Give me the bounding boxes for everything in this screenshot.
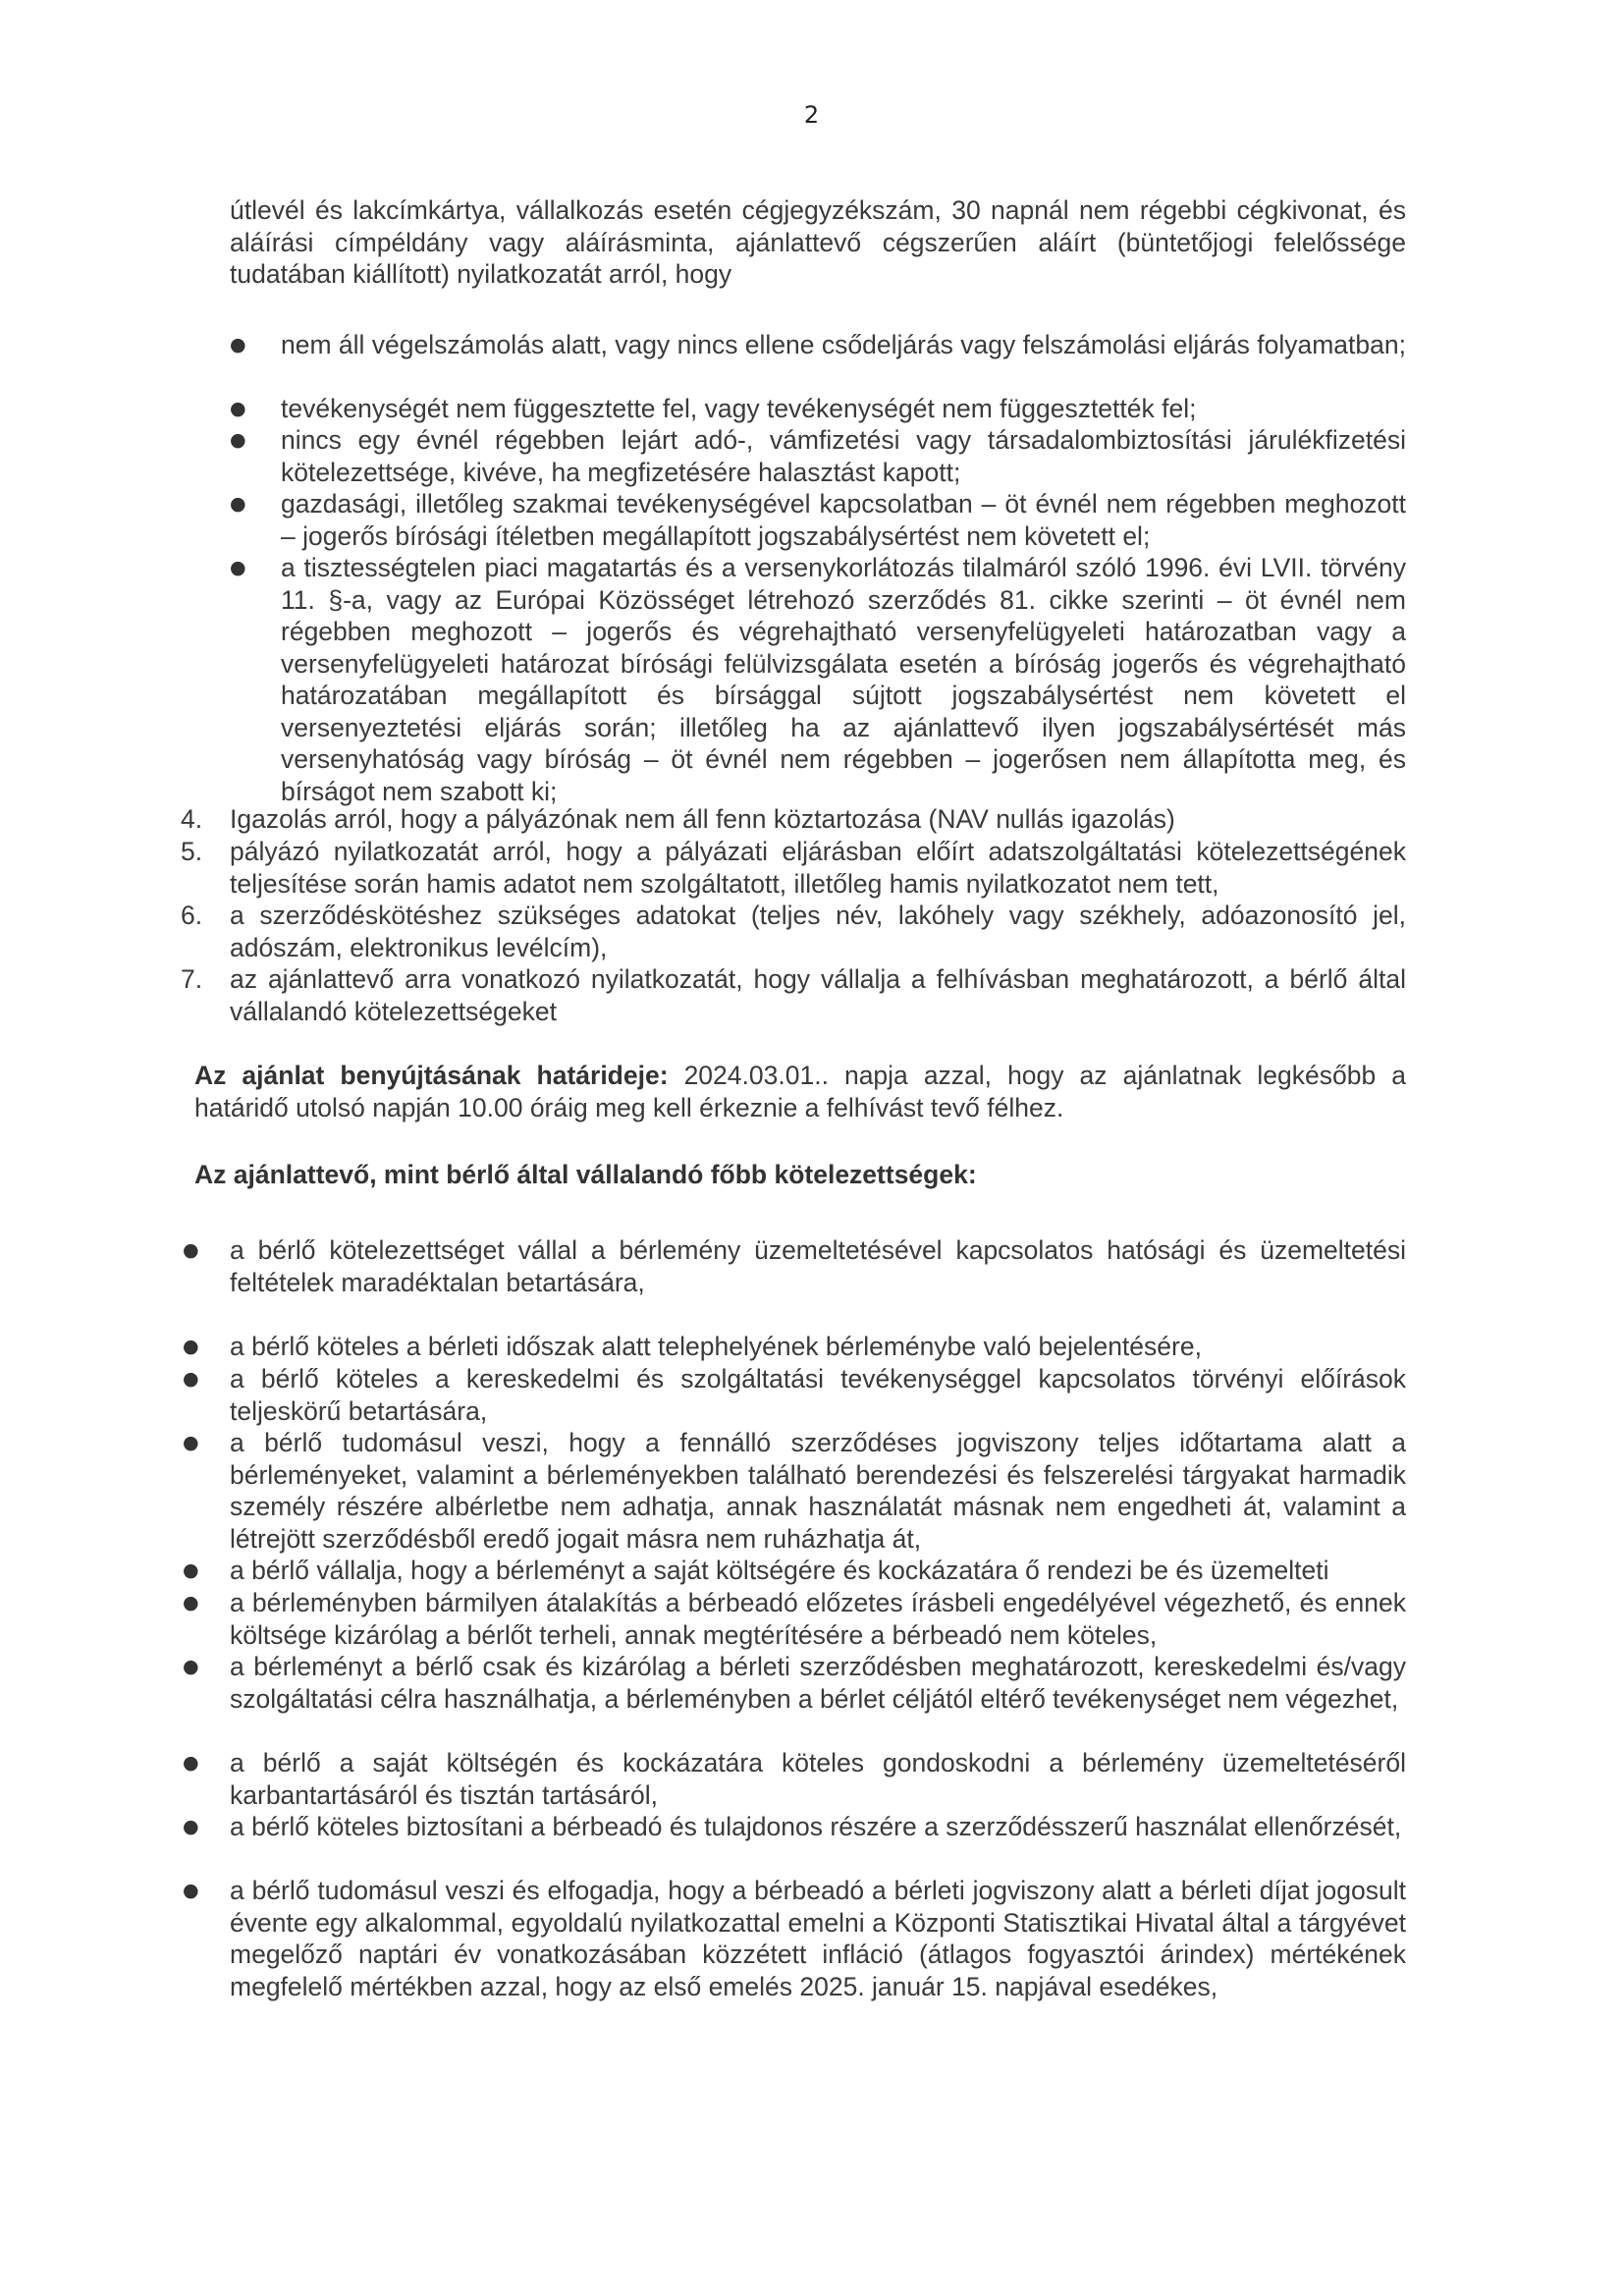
list-item: ● a bérlő köteles a kereskedelmi és szolgáltatási tevékenységgel kapcsolatos törvényi előírások teljeskörű betartására, — [230, 1363, 1406, 1427]
numbered-item-4 — [181, 803, 1406, 836]
item-text: a szerződéskötéshez szükséges adatokat (teljes név, lakóhely vagy székhely, adóazonosító jel, adószám, elektronikus levélcím), — [230, 901, 1406, 962]
page-number: 2 — [803, 101, 820, 129]
list-item: ● a bérlő vállalja, hogy a bérleményt a saját költségére és kockázatára ő rendezi be és üzemelteti — [230, 1555, 1406, 1587]
obligations-heading-text: Az ajánlattevő, mint bérlő által vállalandó főbb kötelezettségek: — [194, 1160, 977, 1189]
list-item: ● a bérleményt a bérlő csak és kizárólag a bérleti szerződésben meghatározott, kereskedelmi és/vagy szolgáltatási célra használhatja, a bérleményben a bérlet céljától eltérő tevékenységet nem végezhet, — [230, 1651, 1406, 1715]
list-item: ● gazdasági, illetőleg szakmai tevékenységével kapcsolatban – öt évnél nem régebben meghozott – jogerős bírósági ítéletben megállapított jogszabálysértést nem követett el; — [281, 488, 1406, 552]
list-item: ● a bérlő köteles a bérleti időszak alatt telephelyének bérleménybe való bejelentésére, — [230, 1331, 1406, 1363]
obligations-heading — [194, 1159, 1406, 1191]
list-item: ● a bérlő a saját költségén és kockázatára köteles gondoskodni a bérlemény üzemeltetéséről karbantartásáról és tisztán tartásáról, — [230, 1747, 1406, 1811]
item-text: Igazolás arról, hogy a pályázónak nem áll fenn köztartozása (NAV nullás igazolás) — [230, 804, 1175, 834]
numbered-item-6 — [181, 900, 1406, 963]
list-item: ● nincs egy évnél régebben lejárt adó-, vámfizetési vagy társadalombiztosítási járulékfizetési kötelezettsége, kivéve, ha megfizetésére halasztást kapott; — [281, 424, 1406, 488]
list-item: ● a bérleményben bármilyen átalakítás a bérbeadó előzetes írásbeli engedélyével végezhető, és ennek költsége kizárólag a bérlőt terheli, annak megtérítésére a bérbeadó nem köteles, — [230, 1587, 1406, 1651]
item-text: pályázó nyilatkozatát arról, hogy a pályázati eljárásban előírt adatszolgáltatási kötelezettségének teljesítése során hamis adatot nem szolgáltatott, illetőleg hamis nyilatkozatot nem tett, — [230, 837, 1406, 899]
deadline-text: 2024.03.01.. napja azzal, hogy az ajánlatnak legkésőbb a határidő utolsó napján 10.00 óráig meg kell érkeznie a felhívást tevő félhez. — [194, 1061, 1406, 1122]
deadline-label: Az ajánlat benyújtásának határideje: — [194, 1061, 669, 1090]
deadline-paragraph — [194, 1060, 1406, 1123]
numbered-item-7 — [181, 963, 1406, 1027]
numbered-item-5 — [181, 836, 1406, 900]
list-item: ● a bérlő tudomásul veszi és elfogadja, hogy a bérbeadó a bérleti jogviszony alatt a bérleti díjat jogosult évente egy alkalommal, egyoldalú nyilatkozattal emelni a Központi Statisztikai Hivatal által a tárgyévet megelőző naptári év vonatkozásában közzétett infláció (átlagos fogyasztói árindex) mértékének megfelelő mértékben azzal, hogy az első emelés 2025. január 15. napjával esedékes, — [230, 1875, 1406, 2002]
item-number: 6. — [181, 901, 203, 930]
list-item: ● a tisztességtelen piaci magatartás és a versenykorlátozás tilalmáról szóló 1996. évi LVII. törvény 11. §-a, vagy az Európai Közösséget létrehozó szerződés 81. cikke szerinti – öt évnél nem régebben meghozott – jogerős és végrehajtható versenyfelügyeleti határozatban vagy a versenyfelügyeleti határozat bírósági felülvizsgálata esetén a bíróság jogerős és végrehajtható határozatában megállapított és bírsággal sújtott jogszabálysértést nem követett el versenyeztetési eljárás során; illetőleg ha az ajánlattevő ilyen jogszabálysértését más versenyhatóság vagy bíróság – öt évnél nem régebben – jogerősen nem állapította meg, és bírságot nem szabott ki; — [281, 552, 1406, 807]
list-item: ● nem áll végelszámolás alatt, vagy nincs ellene csődeljárás vagy felszámolási eljárás folyamatban; — [281, 329, 1406, 361]
intro-paragraph: útlevél és lakcímkártya, vállalkozás esetén cégjegyzékszám, 30 napnál nem régebbi cégkivonat, és aláírási címpéldány vagy aláírásminta, ajánlattevő cégszerűen aláírt (büntetőjogi felelőssége tudatában kiállított) nyilatkozatát arról, hogy — [230, 195, 1406, 289]
list-item: ● a bérlő kötelezettséget vállal a bérlemény üzemeltetésével kapcsolatos hatósági és üzemeltetési feltételek maradéktalan betartására, — [230, 1234, 1406, 1298]
item-text: az ajánlattevő arra vonatkozó nyilatkozatát, hogy vállalja a felhívásban meghatározott, a bérlő által vállalandó kötelezettségeket — [230, 964, 1406, 1026]
list-item: ● a bérlő köteles biztosítani a bérbeadó és tulajdonos részére a szerződésszerű használat ellenőrzését, — [230, 1811, 1406, 1843]
list-item: ● tevékenységét nem függesztette fel, vagy tevékenységét nem függesztették fel; — [281, 393, 1406, 425]
item-number: 7. — [181, 964, 203, 994]
item-number: 5. — [181, 837, 203, 866]
list-item: ● a bérlő tudomásul veszi, hogy a fennálló szerződéses jogviszony teljes időtartama alatt a bérleményeket, valamint a bérleményekben található berendezési és felszerelési tárgyakat harmadik személy részére albérletbe nem adhatja, annak használatát másnak nem engedheti át, valamint a létrejött szerződésből eredő jogait másra nem ruházhatja át, — [230, 1427, 1406, 1555]
item-number: 4. — [181, 804, 203, 834]
